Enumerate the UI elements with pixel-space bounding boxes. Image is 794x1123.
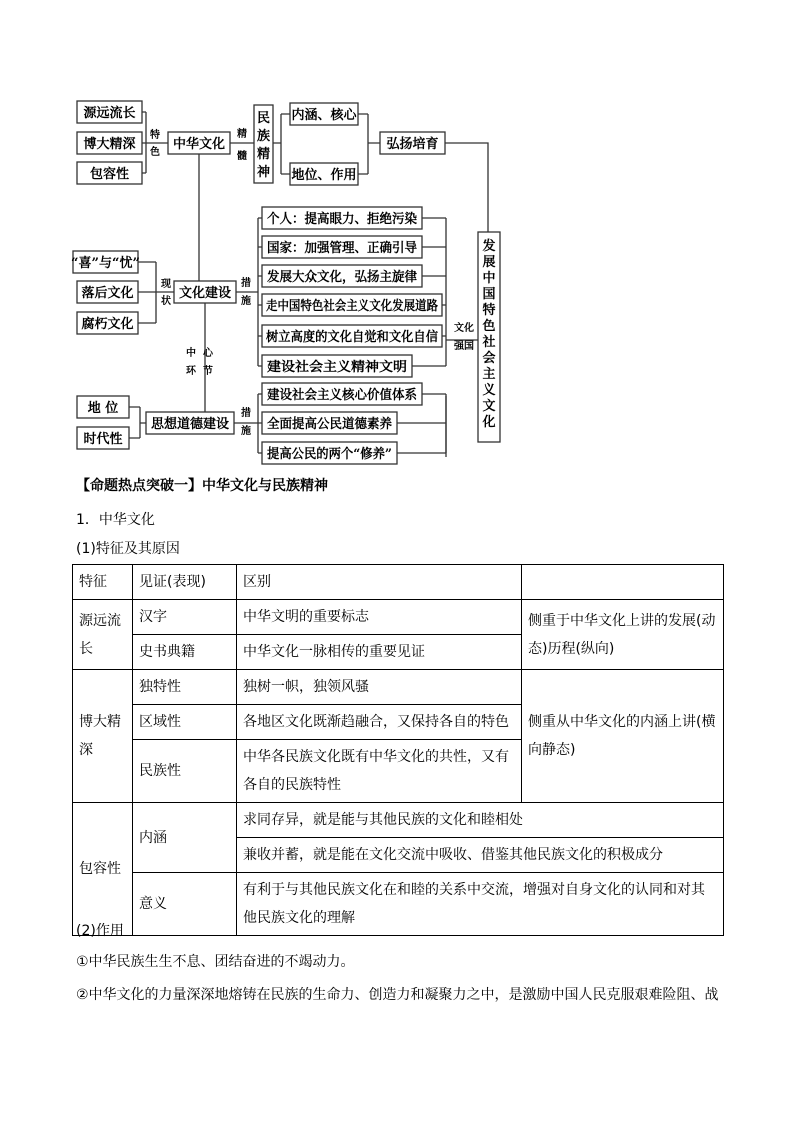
table-row bbox=[73, 873, 724, 936]
central-label-4: 节 bbox=[203, 366, 213, 377]
goal-char: 中 bbox=[482, 271, 496, 286]
central-label-1: 中 bbox=[186, 348, 196, 359]
evidence-cell: 史书典籍 bbox=[133, 635, 237, 670]
measure-individual: 个人：提高眼力、拒绝污染 bbox=[267, 212, 424, 227]
header-cell: 见证(表现) bbox=[133, 565, 237, 600]
status-backward: 落后文化 bbox=[81, 286, 134, 301]
table-row bbox=[73, 670, 724, 705]
table-row bbox=[73, 803, 724, 838]
goal-char: 色 bbox=[482, 319, 496, 334]
evidence-cell: 独特性 bbox=[133, 670, 237, 705]
table-header-row bbox=[73, 565, 724, 600]
evidence-cell: 汉字 bbox=[133, 600, 237, 635]
difference-cell: 各地区文化既渐趋融合，又保持各自的特色 bbox=[237, 705, 522, 740]
subsection-title-1: (1)特征及其原因 bbox=[76, 541, 180, 557]
status-label-2: 状 bbox=[161, 296, 171, 307]
measures-label-1: 措 bbox=[241, 278, 251, 289]
moral-measures-label-2: 施 bbox=[241, 426, 251, 437]
knowledge-framework-diagram bbox=[0, 0, 794, 470]
evidence-cell: 内涵 bbox=[133, 803, 237, 873]
measure-mass-culture: 发展大众文化，弘扬主旋律 bbox=[267, 270, 424, 285]
measures-label-2: 施 bbox=[241, 296, 251, 307]
feature-cell: 包容性 bbox=[73, 803, 133, 936]
moral-box: 思想道德建设 bbox=[150, 417, 230, 432]
strong-label-1: 文化 bbox=[454, 323, 474, 334]
spirit-char-1: 民 bbox=[256, 111, 271, 126]
trait-inclusive: 包容性 bbox=[89, 167, 130, 182]
header-cell: 区别 bbox=[237, 565, 522, 600]
measure-civilization: 建设社会主义精神文明 bbox=[267, 360, 398, 375]
difference-cell: 求同存异，就是能与其他民族的文化和睦相处 bbox=[237, 803, 724, 838]
trait-origin: 源远流长 bbox=[83, 106, 136, 121]
section-heading: 【命题热点突破一】中华文化与民族精神 bbox=[76, 478, 328, 494]
difference-cell: 有利于与其他民族文化在和睦的关系中交流，增强对自身文化的认同和对其他民族文化的理解 bbox=[237, 873, 724, 936]
difference-cell: 中华文化一脉相传的重要见证 bbox=[237, 635, 522, 670]
central-label-2: 心 bbox=[203, 348, 213, 359]
evidence-cell: 区域性 bbox=[133, 705, 237, 740]
feature-cell: 源远流长 bbox=[73, 600, 133, 670]
goal-char: 义 bbox=[482, 383, 496, 398]
difference-cell: 中华文明的重要标志 bbox=[237, 600, 522, 635]
essence-label-2: 髓 bbox=[237, 151, 247, 162]
measure-confidence: 树立高度的文化自觉和文化自信 bbox=[266, 330, 449, 345]
measures-boxes bbox=[262, 207, 462, 377]
header-cell bbox=[522, 565, 724, 600]
status-decadent: 腐朽文化 bbox=[81, 317, 134, 332]
spirit-char-3: 精 bbox=[256, 147, 271, 162]
point-2: ②中华文化的力量深深地熔铸在民族的生命力、创造力和凝聚力之中，是激励中国人民克服艰难险阻、战 bbox=[76, 987, 719, 1003]
goal-char: 主 bbox=[482, 367, 496, 382]
note-cell: 侧重于中华文化上讲的发展(动态)历程(纵向) bbox=[522, 600, 724, 670]
goal-char: 国 bbox=[482, 287, 496, 302]
goal-char: 会 bbox=[482, 351, 496, 366]
difference-cell: 中华各民族文化既有中华文化的共性，又有各自的民族特性 bbox=[237, 740, 522, 803]
status-boxes bbox=[71, 251, 140, 334]
header-cell: 特征 bbox=[73, 565, 133, 600]
position-box: 地位、作用 bbox=[291, 168, 357, 183]
culture-box: 中华文化 bbox=[172, 137, 226, 152]
evidence-cell: 民族性 bbox=[133, 740, 237, 803]
trait-broad: 博大精深 bbox=[83, 137, 136, 152]
status-joy-worry: “喜”与“忧” bbox=[71, 256, 140, 271]
central-label-3: 环 bbox=[186, 366, 196, 377]
measure-nation: 国家：加强管理、正确引导 bbox=[267, 241, 424, 256]
goal-char: 化 bbox=[482, 415, 496, 430]
moral-measure-core-values: 建设社会主义核心价值体系 bbox=[267, 388, 424, 403]
trait-label-2: 色 bbox=[150, 147, 160, 158]
construction-box: 文化建设 bbox=[178, 286, 232, 301]
trait-label-1: 特 bbox=[150, 130, 160, 141]
strong-label-2: 强国 bbox=[454, 341, 474, 352]
moral-measures-label-1: 措 bbox=[241, 408, 251, 419]
measure-road: 走中国特色社会主义文化发展道路 bbox=[266, 299, 462, 314]
goal-char: 展 bbox=[482, 255, 496, 270]
moral-measure-morality: 全面提高公民道德素养 bbox=[267, 417, 398, 432]
moral-items bbox=[77, 396, 129, 449]
goal-char: 特 bbox=[482, 303, 496, 318]
feature-cell: 博大精深 bbox=[73, 670, 133, 803]
trait-boxes bbox=[77, 101, 142, 184]
note-cell: 侧重从中华文化的内涵上讲(横向静态) bbox=[522, 670, 724, 803]
evidence-cell: 意义 bbox=[133, 873, 237, 936]
point-1: ①中华民族生生不息、团结奋进的不竭动力。 bbox=[76, 954, 355, 970]
features-table bbox=[72, 564, 724, 936]
promote-box: 弘扬培育 bbox=[386, 137, 439, 152]
spirit-char-4: 神 bbox=[256, 165, 271, 180]
status-label-1: 现 bbox=[161, 279, 171, 290]
connotation-box: 内涵、核心 bbox=[291, 108, 357, 123]
goal-char: 社 bbox=[482, 335, 496, 350]
difference-cell: 独树一帜，独领风骚 bbox=[237, 670, 522, 705]
essence-label-1: 精 bbox=[237, 129, 247, 140]
spirit-char-2: 族 bbox=[256, 129, 271, 144]
moral-measure-cultivation: 提高公民的两个“修养” bbox=[267, 447, 399, 462]
moral-era: 时代性 bbox=[83, 432, 123, 447]
moral-position: 地 位 bbox=[87, 401, 119, 416]
goal-char: 发 bbox=[482, 239, 496, 254]
section-title: 1．中华文化 bbox=[76, 512, 155, 528]
difference-cell: 兼收并蓄，就是能在文化交流中吸收、借鉴其他民族文化的积极成分 bbox=[237, 838, 724, 873]
goal-char: 文 bbox=[482, 399, 496, 414]
table-row bbox=[73, 600, 724, 635]
subsection-title-2: (2)作用 bbox=[76, 923, 124, 939]
